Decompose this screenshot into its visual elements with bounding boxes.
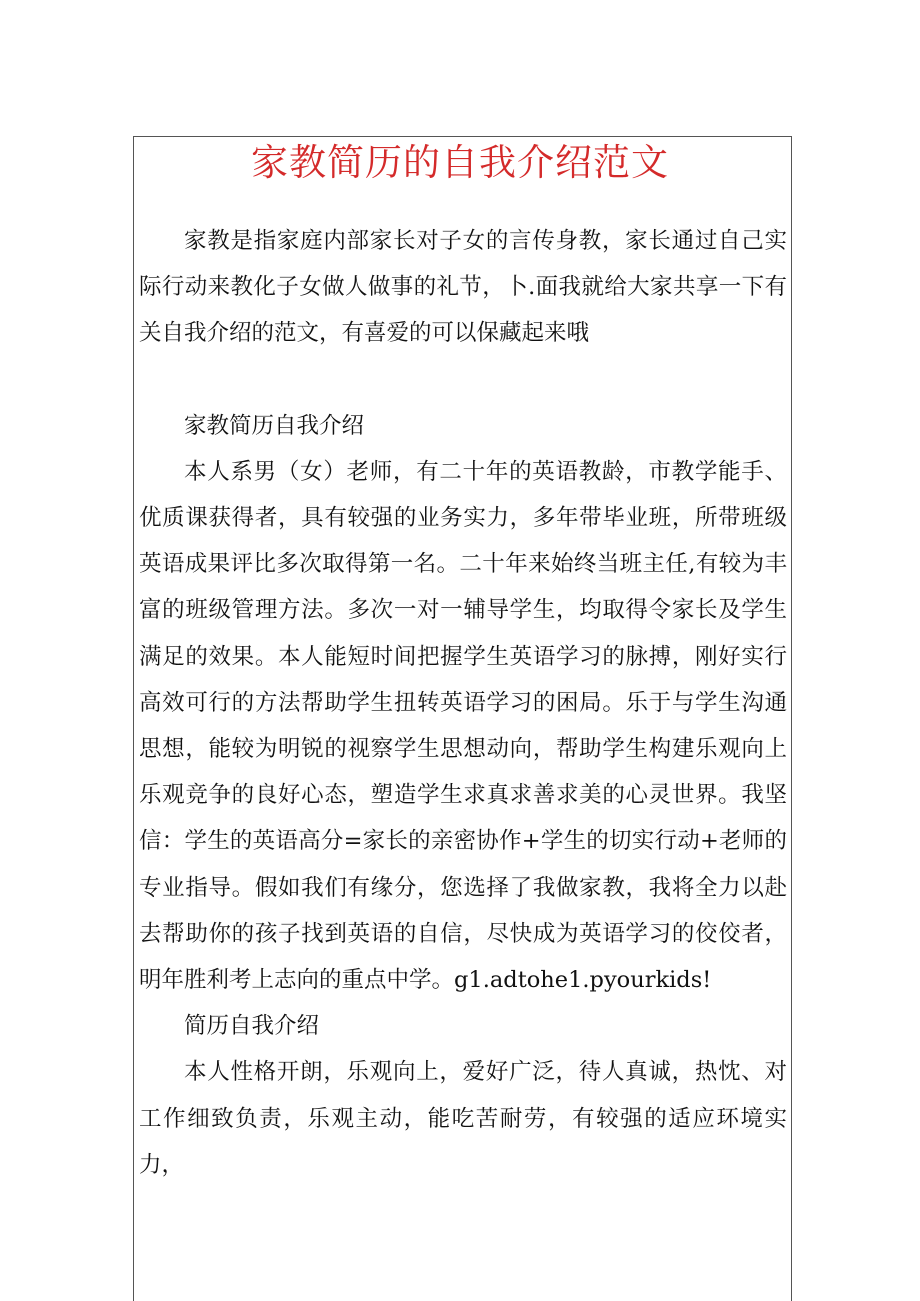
section-body-resume: 本人性格开朗，乐观向上，爱好广泛，待人真诚，热忱、对工作细致负责，乐观主动，能吃苦耐劳，有较强的适应环境实力，: [139, 1059, 787, 1178]
section-heading-resume: 简历自我介绍: [184, 1013, 320, 1040]
section-body-tutor-resume: 本人系男（女）老师，有二十年的英语教龄，市教学能手、优质课获得者，具有较强的业务实力，多年带毕业班，所带班级英语成果评比多次取得第一名。二十年来始终当班主任,有较为丰富的班级管理方法。多次一对一辅导学生，均取得令家长及学生满足的效果。本人能短时间把握学生英语学习的脉搏，刚好实行高效可行的方法帮助学生扭转英语学习的困局。乐于与学生沟通思想，能较为明锐的视察学生思想动向，帮助学生构建乐观向上乐观竞争的良好心态，塑造学生求真求善求美的心灵世界。我坚信：学生的英语高分=家长的亲密协作+学生的切实行动+老师的专业指导。假如我们有缘分，您选择了我做家教，我将全力以赴去帮助你的孩子找到英语的自信，尽快成为英语学习的佼佼者，明年胜利考上志向的重点中学。g1.adtohe1.pyourkids!: [139, 458, 787, 994]
document-title: 家教简历的自我介绍范文: [251, 141, 669, 184]
intro-paragraph: 家教是指家庭内部家长对子女的言传身教，家长通过自己实际行动来教化子女做人做事的礼节，卜.面我就给大家共享一下有关自我介绍的范文，有喜爱的可以保藏起来哦: [139, 228, 787, 347]
section-heading-tutor-resume: 家教简历自我介绍: [184, 412, 365, 439]
document-body: [139, 218, 787, 1188]
